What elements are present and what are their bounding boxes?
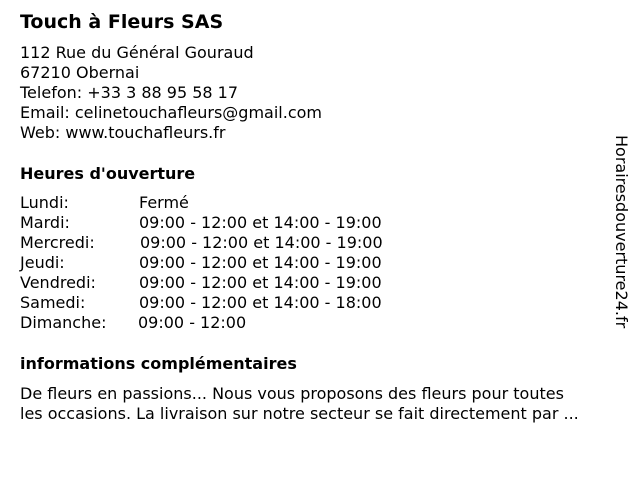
email-line: Email: celinetouchafleurs@gmail.com (20, 103, 322, 122)
description-line: les occasions. La livraison sur notre secteur se fait directement par ... (20, 404, 579, 423)
day-label: Samedi: (20, 293, 86, 312)
phone-line: Telefon: +33 3 88 95 58 17 (20, 83, 239, 102)
business-name: Touch à Fleurs SAS (20, 11, 224, 33)
business-description (20, 384, 630, 424)
postal-city: 67210 Obernai (20, 63, 140, 82)
day-label: Vendredi: (20, 273, 96, 292)
day-label: Mardi: (20, 213, 70, 232)
day-label: Jeudi: (20, 253, 65, 272)
contact-block (20, 43, 322, 143)
day-label: Dimanche: (20, 313, 107, 332)
website-line: Web: www.touchafleurs.fr (20, 123, 226, 142)
street-address: 112 Rue du Général Gouraud (20, 43, 254, 62)
site-watermark (611, 135, 631, 345)
time-range: 09:00 - 12:00 et 14:00 - 19:00 (139, 213, 382, 232)
watermark-text: Horairesdouverture24.fr (612, 135, 631, 329)
time-range: 09:00 - 12:00 et 14:00 - 19:00 (139, 273, 382, 292)
additional-info-heading: informations complémentaires (20, 354, 297, 373)
time-range: 09:00 - 12:00 (138, 313, 247, 332)
time-range: 09:00 - 12:00 et 14:00 - 18:00 (139, 293, 382, 312)
opening-hours-heading: Heures d'ouverture (20, 164, 196, 183)
time-range: 09:00 - 12:00 et 14:00 - 19:00 (139, 253, 382, 272)
time-range: 09:00 - 12:00 et 14:00 - 19:00 (140, 233, 383, 252)
day-label: Lundi: (20, 193, 69, 212)
time-range: Fermé (139, 193, 189, 212)
day-label: Mercredi: (20, 233, 95, 252)
description-line: De fleurs en passions... Nous vous proposons des fleurs pour toutes (20, 384, 564, 403)
